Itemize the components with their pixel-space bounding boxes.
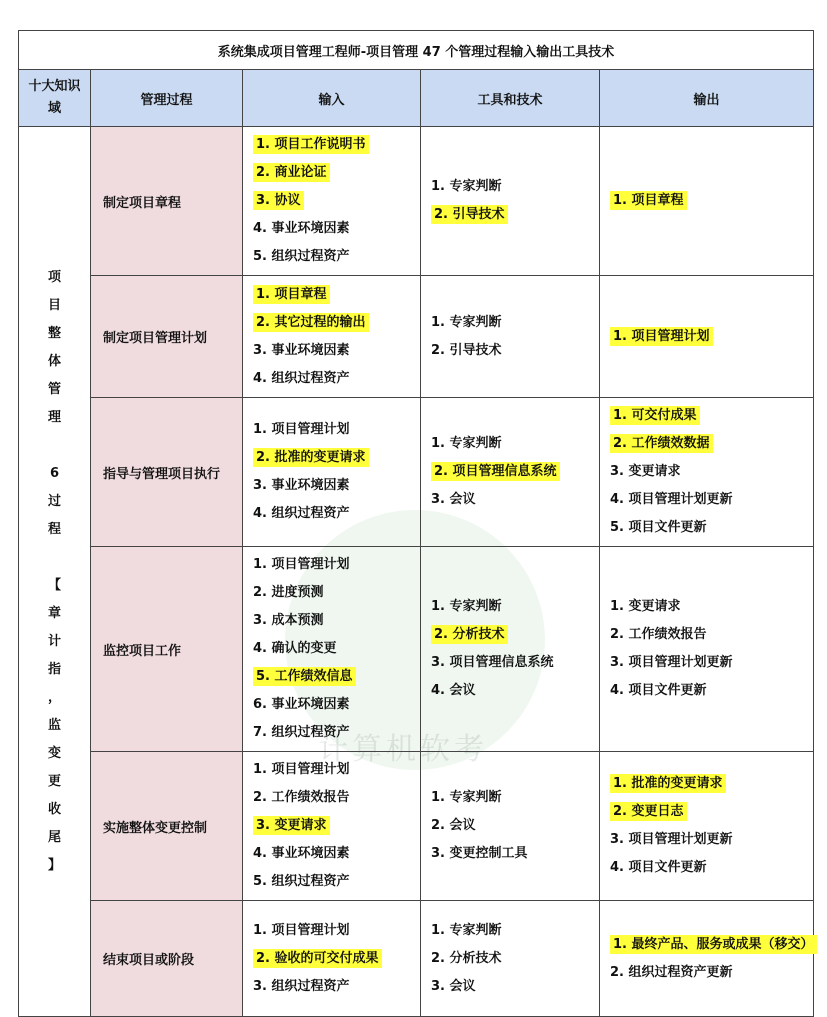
domain-char: 目 [47,297,61,313]
output-item [610,621,803,649]
input-item [253,663,410,691]
domain-char: 监 [47,717,61,733]
output-item [610,514,803,542]
output-item [610,402,803,430]
domain-char: 程 [47,521,61,537]
domain-char: 更 [47,773,61,789]
domain-char: 章 [47,605,61,621]
input-cell [243,547,421,752]
input-item [253,840,410,868]
domain-char: 】 [47,857,61,873]
output-item-text: 2. 工作绩效数据 [610,434,713,453]
process-name: 监控项目工作 [91,547,243,752]
header-process: 管理过程 [91,70,243,127]
domain-char: 管 [47,381,61,397]
input-item [253,337,410,365]
tool-item [431,593,589,621]
domain-char: 变 [47,745,61,761]
input-item [253,868,410,896]
output-cell [600,547,814,752]
output-item-text: 4. 项目管理计划更新 [610,492,733,507]
tool-item [431,917,589,945]
output-item-text: 1. 可交付成果 [610,406,700,425]
input-item-text: 2. 其它过程的输出 [253,313,369,332]
tool-item-text: 3. 变更控制工具 [431,846,528,861]
input-item-text: 1. 项目工作说明书 [253,135,369,154]
output-item [610,931,814,959]
table-row [19,547,814,752]
output-item-text: 3. 变更请求 [610,464,681,479]
output-cell [600,752,814,901]
input-cell [243,276,421,398]
output-item-text: 2. 组织过程资产更新 [610,964,733,980]
input-item-text: 2. 进度预测 [253,585,324,600]
input-item [253,472,410,500]
tool-item-text: 1. 专家判断 [431,436,502,451]
tool-item [431,973,589,1001]
table-row [19,398,814,547]
input-item [253,784,410,812]
output-item-text: 1. 项目管理计划 [610,327,713,346]
domain-char: 尾 [47,829,61,845]
output-cell [600,276,814,398]
output-item-text: 3. 项目管理计划更新 [610,655,733,670]
tool-item-text: 1. 专家判断 [431,922,502,938]
process-name: 实施整体变更控制 [91,752,243,901]
input-item-text: 2. 工作绩效报告 [253,790,350,805]
input-item [253,215,410,243]
input-item [253,416,410,444]
tool-item-text: 3. 项目管理信息系统 [431,655,554,670]
header-domain: 十大知识域 [19,70,91,127]
process-name: 结束项目或阶段 [91,901,243,1017]
output-item [610,854,803,882]
input-item-text: 7. 组织过程资产 [253,725,350,740]
output-item [610,430,803,458]
tool-item-text: 2. 引导技术 [431,205,508,224]
header-input: 输入 [243,70,421,127]
output-item-text: 1. 项目章程 [610,191,687,210]
output-item [610,593,803,621]
domain-char [20,544,89,572]
input-item-text: 1. 项目管理计划 [253,557,350,572]
input-item-text: 3. 协议 [253,191,304,210]
input-item [253,131,410,159]
input-item-text: 3. 组织过程资产 [253,978,350,994]
output-item-text: 3. 项目管理计划更新 [610,832,733,847]
input-cell [243,127,421,276]
input-cell [243,901,421,1017]
domain-char: ， [47,689,61,705]
output-item-text: 4. 项目文件更新 [610,683,707,698]
output-item [610,826,803,854]
domain-char: 【 [47,577,61,593]
tool-item [431,784,589,812]
tools-cell [421,127,600,276]
tool-item [431,173,589,201]
tool-item-text: 2. 会议 [431,818,476,833]
domain-char: 过 [47,493,61,509]
tool-item-text: 2. 分析技术 [431,950,502,966]
input-item-text: 5. 组织过程资产 [253,874,350,889]
input-item-text: 5. 工作绩效信息 [253,667,356,686]
input-cell [243,752,421,901]
output-item-text: 1. 批准的变更请求 [610,774,726,793]
output-item-text: 2. 工作绩效报告 [610,627,707,642]
tool-item [431,486,589,514]
tool-item-text: 1. 专家判断 [431,179,502,194]
input-item [253,756,410,784]
output-item [610,959,803,987]
input-item-text: 3. 变更请求 [253,816,330,835]
input-item [253,607,410,635]
input-item [253,187,410,215]
input-item-text: 6. 事业环境因素 [253,697,350,712]
output-item [610,798,803,826]
input-item [253,281,410,309]
domain-char: 项 [47,269,61,285]
output-item [610,677,803,705]
output-item [610,486,803,514]
input-item-text: 4. 事业环境因素 [253,221,350,236]
output-item-text: 1. 最终产品、服务或成果（移交） [610,935,817,954]
domain-cell [19,127,91,1017]
input-item-text: 2. 商业论证 [253,163,330,182]
input-item [253,309,410,337]
domain-char: 理 [47,409,61,425]
domain-char: 收 [47,801,61,817]
tool-item-text: 4. 会议 [431,683,476,698]
tools-cell [421,547,600,752]
tool-item [431,840,589,868]
input-item-text: 1. 项目管理计划 [253,922,350,938]
output-cell [600,127,814,276]
tool-item [431,945,589,973]
tool-item-text: 1. 专家判断 [431,790,502,805]
domain-char: 指 [47,661,61,677]
output-item [610,649,803,677]
tools-cell [421,752,600,901]
input-cell [243,398,421,547]
process-name: 制定项目管理计划 [91,276,243,398]
tool-item [431,812,589,840]
tool-item-text: 1. 专家判断 [431,314,502,330]
tool-item [431,337,589,365]
input-item-text: 4. 组织过程资产 [253,506,350,521]
input-item [253,635,410,663]
tool-item [431,309,589,337]
input-item-text: 3. 成本预测 [253,613,324,628]
tools-cell [421,901,600,1017]
tool-item [431,677,589,705]
tool-item-text: 1. 专家判断 [431,599,502,614]
output-item-text: 4. 项目文件更新 [610,860,707,875]
input-item-text: 1. 项目管理计划 [253,762,350,777]
input-item [253,365,410,393]
input-item [253,917,410,945]
input-item-text: 2. 验收的可交付成果 [253,949,382,968]
process-name: 制定项目章程 [91,127,243,276]
header-tools: 工具和技术 [421,70,600,127]
table-row [19,127,814,276]
tool-item [431,430,589,458]
output-cell [600,398,814,547]
input-item-text: 3. 事业环境因素 [253,478,350,493]
input-item-text: 5. 组织过程资产 [253,249,350,264]
input-item [253,579,410,607]
tool-item [431,458,589,486]
output-item-text: 2. 变更日志 [610,802,687,821]
tool-item [431,649,589,677]
output-cell [600,901,814,1017]
input-item-text: 1. 项目管理计划 [253,422,350,437]
input-item-text: 4. 组织过程资产 [253,370,350,386]
input-item [253,551,410,579]
output-item [610,323,803,351]
table-row [19,752,814,901]
output-item [610,187,803,215]
input-item [253,812,410,840]
output-item-text: 5. 项目文件更新 [610,520,707,535]
tools-cell [421,276,600,398]
tools-cell [421,398,600,547]
input-item [253,243,410,271]
output-item [610,458,803,486]
domain-char: 体 [47,353,61,369]
domain-char [20,432,89,460]
input-item [253,444,410,472]
input-item [253,719,410,747]
output-item-text: 1. 变更请求 [610,599,681,614]
input-item [253,973,410,1001]
watermark-text: 计算机软考 [318,732,488,767]
input-item [253,500,410,528]
output-item [610,770,803,798]
domain-char: 整 [47,325,61,341]
process-name: 指导与管理项目执行 [91,398,243,547]
tool-item-text: 3. 会议 [431,978,476,994]
input-item-text: 4. 事业环境因素 [253,846,350,861]
tool-item-text: 2. 项目管理信息系统 [431,462,560,481]
table-title: 系统集成项目管理工程师-项目管理 47 个管理过程输入输出工具技术 [19,31,814,70]
table-row [19,901,814,1017]
tool-item-text: 3. 会议 [431,492,476,507]
input-item [253,159,410,187]
input-item-text: 4. 确认的变更 [253,641,337,656]
tool-item [431,201,589,229]
domain-char: 计 [47,633,61,649]
table-row [19,276,814,398]
input-item-text: 3. 事业环境因素 [253,342,350,358]
input-item [253,945,410,973]
tool-item [431,621,589,649]
tool-item-text: 2. 引导技术 [431,342,502,358]
input-item-text: 2. 批准的变更请求 [253,448,369,467]
input-item-text: 1. 项目章程 [253,285,330,304]
input-item [253,691,410,719]
process-table [18,30,814,1017]
tool-item-text: 2. 分析技术 [431,625,508,644]
domain-char: 6 [49,465,60,481]
header-output: 输出 [600,70,814,127]
